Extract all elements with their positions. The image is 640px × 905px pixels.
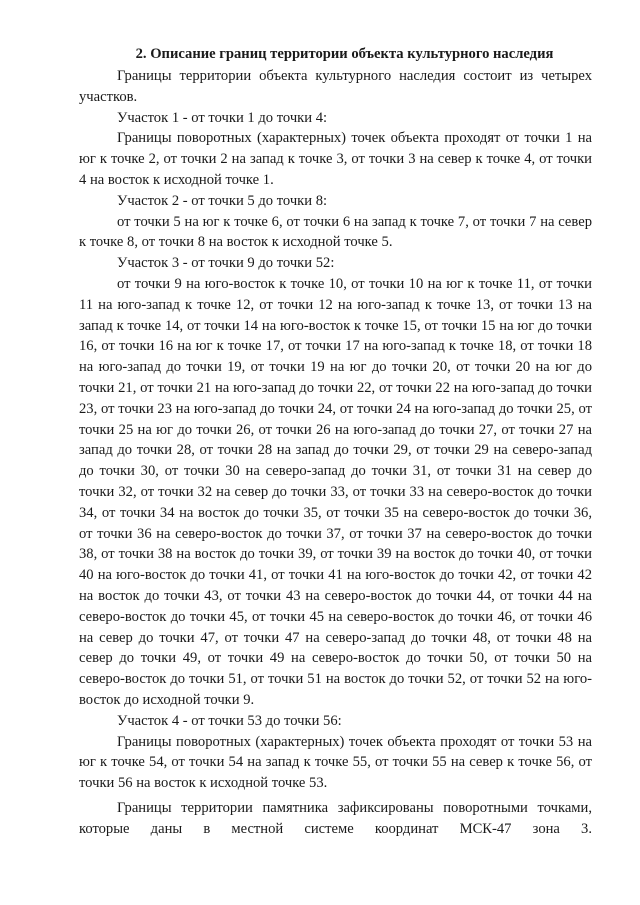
section-4-title: Участок 4 - от точки 53 до точки 56: xyxy=(117,712,342,729)
section-3-title: Участок 3 - от точки 9 до точки 52: xyxy=(117,255,335,272)
section-1-text: Границы поворотных (характерных) точек объекта проходят от точки 1 на юг к точке 2, от точки 2 на запад к точке 3, от точки 3 на север к точке 4, от точки 4 на восток к исходной точке 1. xyxy=(79,130,592,188)
section-4-text: Границы поворотных (характерных) точек объекта проходят от точки 53 на юг к точке 54, от точки 54 на запад к точке 55, от точки 55 на север к точке 56, от точки 56 на восток к исходной точке 53. xyxy=(79,733,592,792)
section-2-text: от точки 5 на юг к точке 6, от точки 6 на запад к точке 7, от точки 7 на север к точке 8, от точки 8 на восток к исходной точке 5. xyxy=(79,213,592,251)
section-3-text: от точки 9 на юго-восток к точке 10, от точки 10 на юг к точке 11, от точки 11 на юго-запад к точке 12, от точки 12 на юго-запад к точке 13, от точки 13 на запад к точке 14, от точки 14 на юго-восток к точке 15, от точки 15 на юг до точки 16, от точки 16 на юг к точке 17, от точки 17 на юго-запад к точке 18, от точки 18 на юго-запад до точки 19, от точки 19 на юг до точки 20, от точки 20 на юг до точки 21, от точки 21 на юго-запад до точки 22, от точки 22 на юго-запад до точки 23, от точки 23 на юго-запад до точки 24, от точки 24 на юго-запад до точки 25, от точки 25 на юг до точки 26, от точки 26 на юго-запад до точки 27, от точки 27 на запад до точки 28, от точки 28 на запад до точки 29, от точки 29 на северо-запад до точки 30, от точки 30 на северо-запад до точки 31, от точки 31 на север до точки 32, от точки 32 на север до точки 33, от точки 33 на северо-восток до точки 34, от точки 34 на восток до точки 35, от точки 35 на северо-восток до точки 36, от точки 36 на северо-восток до точки 37, от точки 37 на северо-восток до точки 38, от точки 38 на восток до точки 39, от точки 39 на восток до точки 40, от точки 40 на юго-восток до точки 41, от точки 41 на юго-восток до точки 42, от точки 42 на восток до точки 43, от точки 43 на северо-восток до точки 44, от точки 44 на северо-восток до точки 45, от точки 45 на северо-восток до точки 46, от точки 46 на север до точки 47, от точки 47 на северо-запад до точки 48, от точки 48 на север до точки 49, от точки 49 на северо-восток до точки 50, от точки 50 на северо-восток до точки 51, от точки 51 на восток до точки 52, от точки 52 на юго-восток до исходной точки 9. xyxy=(79,275,592,708)
section-2-title: Участок 2 - от точки 5 до точки 8: xyxy=(117,192,328,209)
section-1-title: Участок 1 - от точки 1 до точки 4: xyxy=(117,109,328,126)
section-heading: 2. Описание границ территории объекта культурного наследия xyxy=(135,46,554,62)
intro-paragraph: Границы территории объекта культурного наследия состоит из четырех участков. xyxy=(79,68,592,105)
coordinate-system-paragraph: Границы территории памятника зафиксированы поворотными точками, которые даны в местной системе координат МСК-47 зона 3. xyxy=(79,799,592,837)
